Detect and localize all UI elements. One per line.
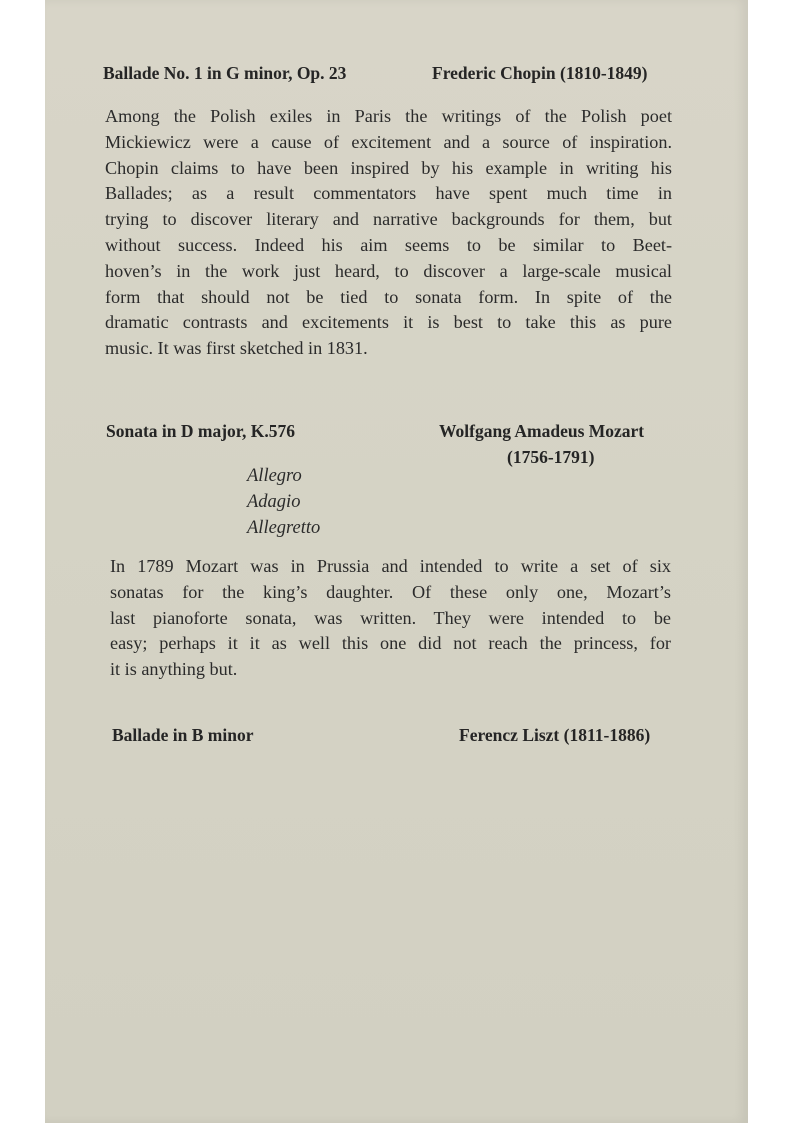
note-line: easy; perhaps it it as well this one did not reach the princess, for [110,633,671,654]
note-line: form that should not be tied to sonata form. In spite of the [105,286,672,307]
note-line: Mickiewicz were a cause of excitement and a source of inspiration. [105,131,672,152]
piece-composer: Wolfgang Amadeus Mozart [439,421,645,441]
program-note [105,104,672,362]
note-line: Chopin claims to have been inspired by his example in writing his [105,157,672,178]
movement: Adagio [247,492,301,512]
movement: Allegretto [247,518,321,538]
composer-dates: (1756-1791) [507,447,595,467]
note-line: without success. Indeed his aim seems to be similar to Beet- [105,234,672,255]
note-line: sonatas for the king’s daughter. Of these only one, Mozart’s [110,581,671,602]
note-line: Among the Polish exiles in Paris the writings of the Polish poet [105,106,672,126]
note-line: last pianoforte sonata, was written. They were intended to be [110,607,671,628]
note-line: dramatic contrasts and excitements it is best to take this as pure [105,312,672,333]
piece-composer: Ferencz Liszt (1811-1886) [459,725,651,745]
piece-title: Ballade in B minor [112,725,254,745]
program-note [110,554,671,683]
piece-composer: Frederic Chopin (1810-1849) [432,63,648,83]
note-line: it is anything but. [110,659,238,680]
note-line: trying to discover literary and narrative backgrounds for them, but [105,209,672,230]
piece-title: Ballade No. 1 in G minor, Op. 23 [103,63,347,83]
piece-title: Sonata in D major, K.576 [106,421,295,441]
note-line: music. It was first sketched in 1831. [105,338,368,359]
note-line: In 1789 Mozart was in Prussia and intended to write a set of six [110,556,671,576]
note-line: Ballades; as a result commentators have spent much time in [105,183,672,204]
note-line: hoven’s in the work just heard, to discover a large-scale musical [105,260,672,281]
movement: Allegro [247,466,302,486]
